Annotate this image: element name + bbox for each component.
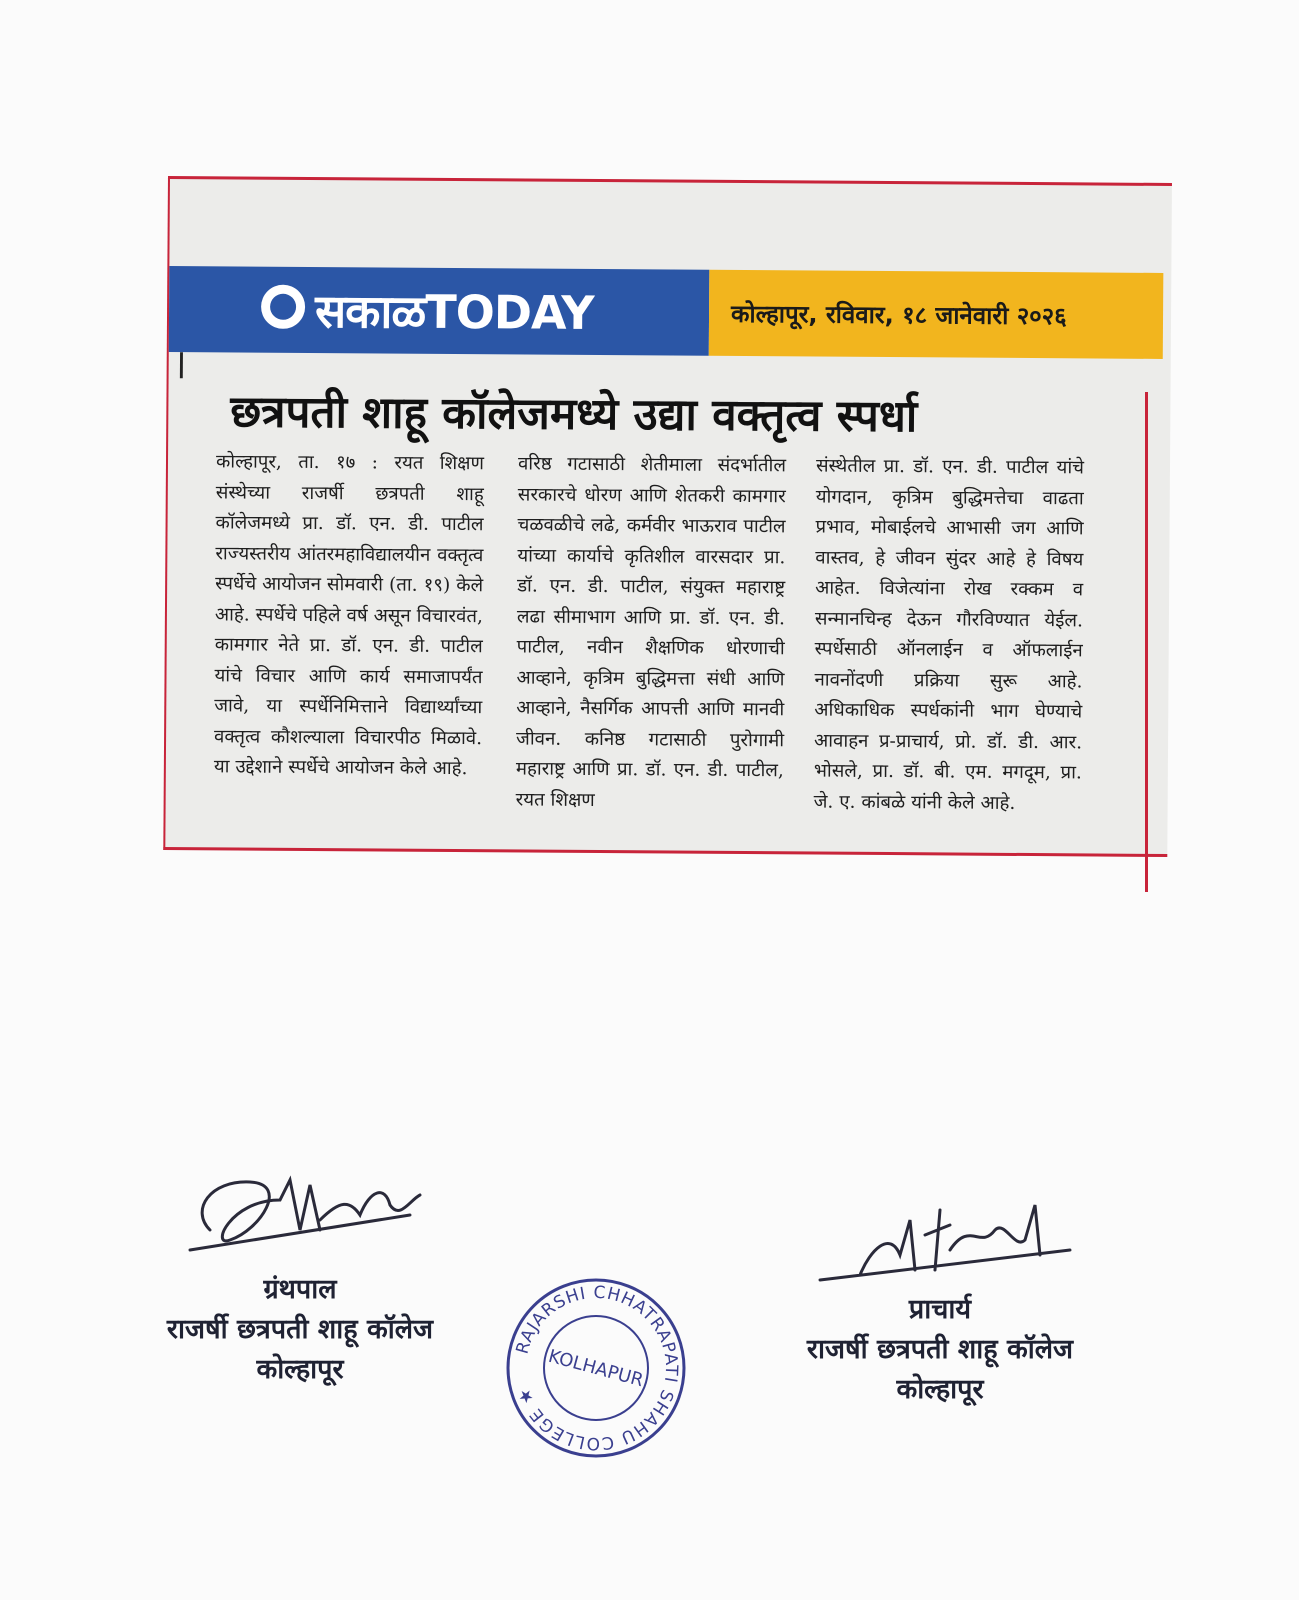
brand-banner bbox=[169, 266, 710, 356]
brand-name: सकाळTODAY bbox=[314, 284, 594, 340]
article-column-2: वरिष्ठ गटासाठी शेतीमाला संदर्भातील सरकारचे धोरण आणि शेतकरी कामगार चळवळीचे लढे, कर्मवीर भाऊराव पाटील यांच्या कार्याचे कृतिशील वारसदार प्रा. डॉ. एन. डी. पाटील, संयुक्त महाराष्ट्र लढा सीमाभाग आणि प्रा. डॉ. एन. डी. पाटील, नवीन शैक्षणिक धोरणाची आव्हाने, कृत्रिम बुद्धिमत्ता संधी आणि आव्हाने, नैसर्गिक आपत्ती आणि मानवी जीवन. कनिष्ठ गटासाठी पुरोगामी महाराष्ट्र आणि प्रा. डॉ. एन. डी. पाटील, रयत शिक्षण bbox=[515, 453, 787, 811]
svg-text:RAJARSHI CHHATRAPATI SHAHU COL: RAJARSHI CHHATRAPATI SHAHU COLLEGE ★ bbox=[512, 1282, 682, 1454]
newspaper-logo-icon bbox=[261, 285, 305, 329]
college-seal bbox=[504, 1276, 688, 1460]
dateline: कोल्हापूर, रविवार, १८ जानेवारी २०२६ bbox=[709, 270, 1164, 359]
principal-signature bbox=[800, 1180, 1080, 1290]
librarian-signature bbox=[170, 1160, 430, 1270]
masthead bbox=[169, 266, 1164, 359]
librarian-institution: राजर्षी छत्रपती शाहू कॉलेज bbox=[166, 1314, 434, 1345]
svg-text:KOLHAPUR: KOLHAPUR bbox=[546, 1345, 646, 1392]
article-headline: छत्रपती शाहू कॉलेजमध्ये उद्या वक्तृत्व स्पर्धा bbox=[230, 386, 918, 443]
article-column-1: कोल्हापूर, ता. १७ : रयत शिक्षण संस्थेच्या राजर्षी छत्रपती शाहू कॉलेजमध्ये प्रा. डॉ. एन. डी. पाटील राज्यस्तरीय आंतरमहाविद्यालयीन वक्तृत्व स्पर्धेचे आयोजन सोमवारी (ता. १९) केले आहे. स्पर्धेचे पहिले वर्ष असून विचारवंत, कामगार नेते प्रा. डॉ. एन. डी. पाटील यांचे विचार आणि कार्य समाजापर्यंत जावे, या स्पर्धेनिमित्ताने विद्यार्थ्यांच्या वक्तृत्व कौशल्याला विचारपीठ मिळावे. या उद्देशाने स्पर्धेचे आयोजन केले आहे. bbox=[213, 451, 485, 780]
principal-institution: राजर्षी छत्रपती शाहू कॉलेज bbox=[806, 1334, 1074, 1365]
librarian-title: ग्रंथपाल bbox=[263, 1274, 337, 1305]
librarian-signature-block bbox=[120, 1160, 480, 1390]
newspaper-clipping bbox=[163, 176, 1172, 857]
article-column-3: संस्थेतील प्रा. डॉ. एन. डी. पाटील यांचे योगदान, कृत्रिम बुद्धिमत्तेचा वाढता प्रभाव, मोबाईलचे आभासी जग आणि वास्तव, हे जीवन सुंदर आहे हे विषय आहेत. विजेत्यांना रोख रक्कम व सन्मानचिन्ह देऊन गौरविण्यात येईल. स्पर्धेसाठी ऑनलाईन व ऑफलाईन नावनोंदणी प्रक्रिया सुरू आहे. अधिकाधिक स्पर्धकांनी भाग घेण्याचे आवाहन प्र-प्राचार्य, प्रो. डॉ. डी. आर. भोसले, प्रा. डॉ. बी. एम. मगदूम, प्रा. जे. ए. कांबळे यांनी केले आहे. bbox=[813, 455, 1085, 814]
clipping-edge bbox=[1145, 392, 1158, 892]
principal-city: कोल्हापूर bbox=[896, 1374, 984, 1405]
clip-mark: | bbox=[176, 349, 187, 380]
principal-signature-block bbox=[760, 1180, 1120, 1410]
principal-title: प्राचार्य bbox=[908, 1294, 972, 1325]
librarian-city: कोल्हापूर bbox=[256, 1354, 344, 1385]
